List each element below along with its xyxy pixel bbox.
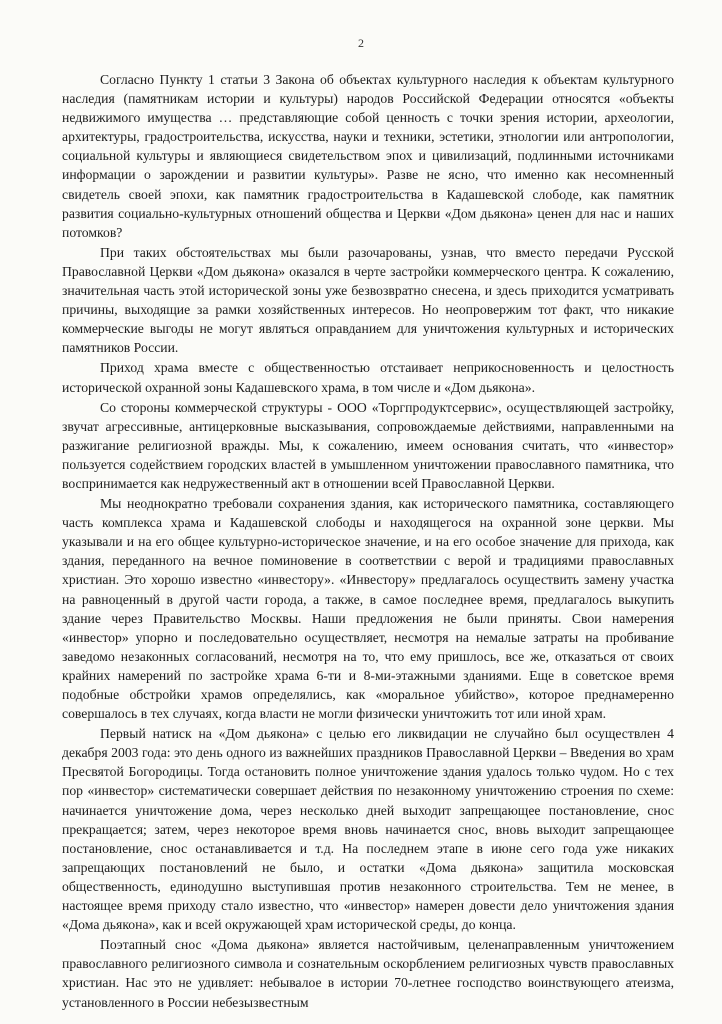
paragraph-2: При таких обстоятельствах мы были разочарованы, узнав, что вместо передачи Русской Православной Церкви «Дом дьякона» оказался в черте застройки коммерческого центра. К сожалению, значительная часть этой исторической зоны уже безвозвратно снесена, и здесь приходится усматривать причины, выходящие за рамки хозяйственных интересов. Но неопровержим тот факт, что никакие коммерческие выгоды не могут являться оправданием для уничтожения культурных и исторических памятников России.	[62, 244, 674, 356]
paragraph-7: Поэтапный снос «Дома дьякона» является настойчивым, целенаправленным уничтожением православного религиозного символа и сознательным оскорблением религиозных чувств православных христиан. Нас это не удивляет: небывалое в истории 70-летнее господство воинствующего атеизма, установленного в России небезызвестным	[62, 937, 674, 1010]
page-number: 2	[358, 36, 364, 50]
document-body	[62, 70, 674, 1012]
paragraph-6: Первый натиск на «Дом дьякона» с целью его ликвидации не случайно был осуществлен 4 декабря 2003 года: это день одного из важнейших праздников Православной Церкви – Введения во храм Пресвятой Богородицы. Тогда остановить полное уничтожение здания удалось только чудом. Но с тех пор «инвестор» систематически совершает действия по незаконному уничтожению строения по схеме: начинается уничтожение дома, через несколько дней выходит запрещающее постановление, снос прекращается; затем, через некоторое время вновь начинается снос, вновь выходит запрещающее постановление, снос останавливается и т.д. На последнем этапе в июне сего года уже никаких запрещающих постановлений не было, и остатки «Дома дьякона» защитила московская общественность, единодушно выступившая против незаконного строительства. Тем не менее, в настоящее время приходу стало известно, что «инвестор» намерен довести дело уничтожения здания «Дома дьякона», как и всей окружающей храм исторической среды, до конца.	[62, 726, 674, 933]
paragraph-4: Со стороны коммерческой структуры - ООО «Торгпродуктсервис», осуществляющей застройку, звучат агрессивные, антицерковные высказывания, сопровождаемые действиями, направленными на разжигание религиозной вражды. Мы, к сожалению, имеем основания считать, что «инвестор» пользуется содействием городских властей в умышленном уничтожении православного памятника, что воспринимается как недружественный акт в отношении всей Православной Церкви.	[62, 399, 674, 491]
paragraph-3: Приход храма вместе с общественностью отстаивает неприкосновенность и целостность исторической охранной зоны Кадашевского храма, в том числе и «Дом дьякона».	[62, 360, 674, 395]
paragraph-5: Мы неоднократно требовали сохранения здания, как исторического памятника, составляющего часть комплекса храма и Кадашевской слободы и находящегося на охранной зоне церкви. Мы указывали и на его общее культурно-историческое значение, и на его особое значение для прихода, как здания, переданного на вечное поминовение в соответствии с верой и традициями православных христиан. Это хорошо известно «инвестору». «Инвестору» предлагалось осуществить замену участка на равноценный в другой части города, а также, в самое последнее время, предлагалось выкупить здание через Правительство Москвы. Наши предложения не были приняты. Свои намерения «инвестор» упорно и последовательно осуществляет, несмотря на немалые затраты на пробивание заведомо незаконных согласований, несмотря на то, что ему пришлось, все же, отказаться от своих крайних намерений по застройке храма 6-ти и 8-ми-этажными зданиями. Еще в советское время подобные обстройки храмов определялись, как «моральное убийство», которое преднамеренно совершалось в тех случаях, когда власти не могли физически уничтожить тот или иной храм.	[62, 496, 674, 722]
paragraph-1: Согласно Пункту 1 статьи 3 Закона об объектах культурного наследия к объектам культурного наследия (памятникам истории и культуры) народов Российской Федерации относятся «объекты недвижимого имущества … представляющие собой ценность с точки зрения истории, археологии, архитектуры, градостроительства, искусства, науки и техники, эстетики, этнологии или антропологии, социальной культуры и являющиеся свидетельством эпох и цивилизаций, подлинными источниками информации о зарождении и развитии культуры». Разве не ясно, что именно как несомненный свидетель своей эпохи, как памятник градостроительства в Кадашевской слободе, как памятник развития социально-культурных отношений общества и Церкви «Дом дьякона» ценен для нас и наших потомков?	[62, 72, 674, 240]
